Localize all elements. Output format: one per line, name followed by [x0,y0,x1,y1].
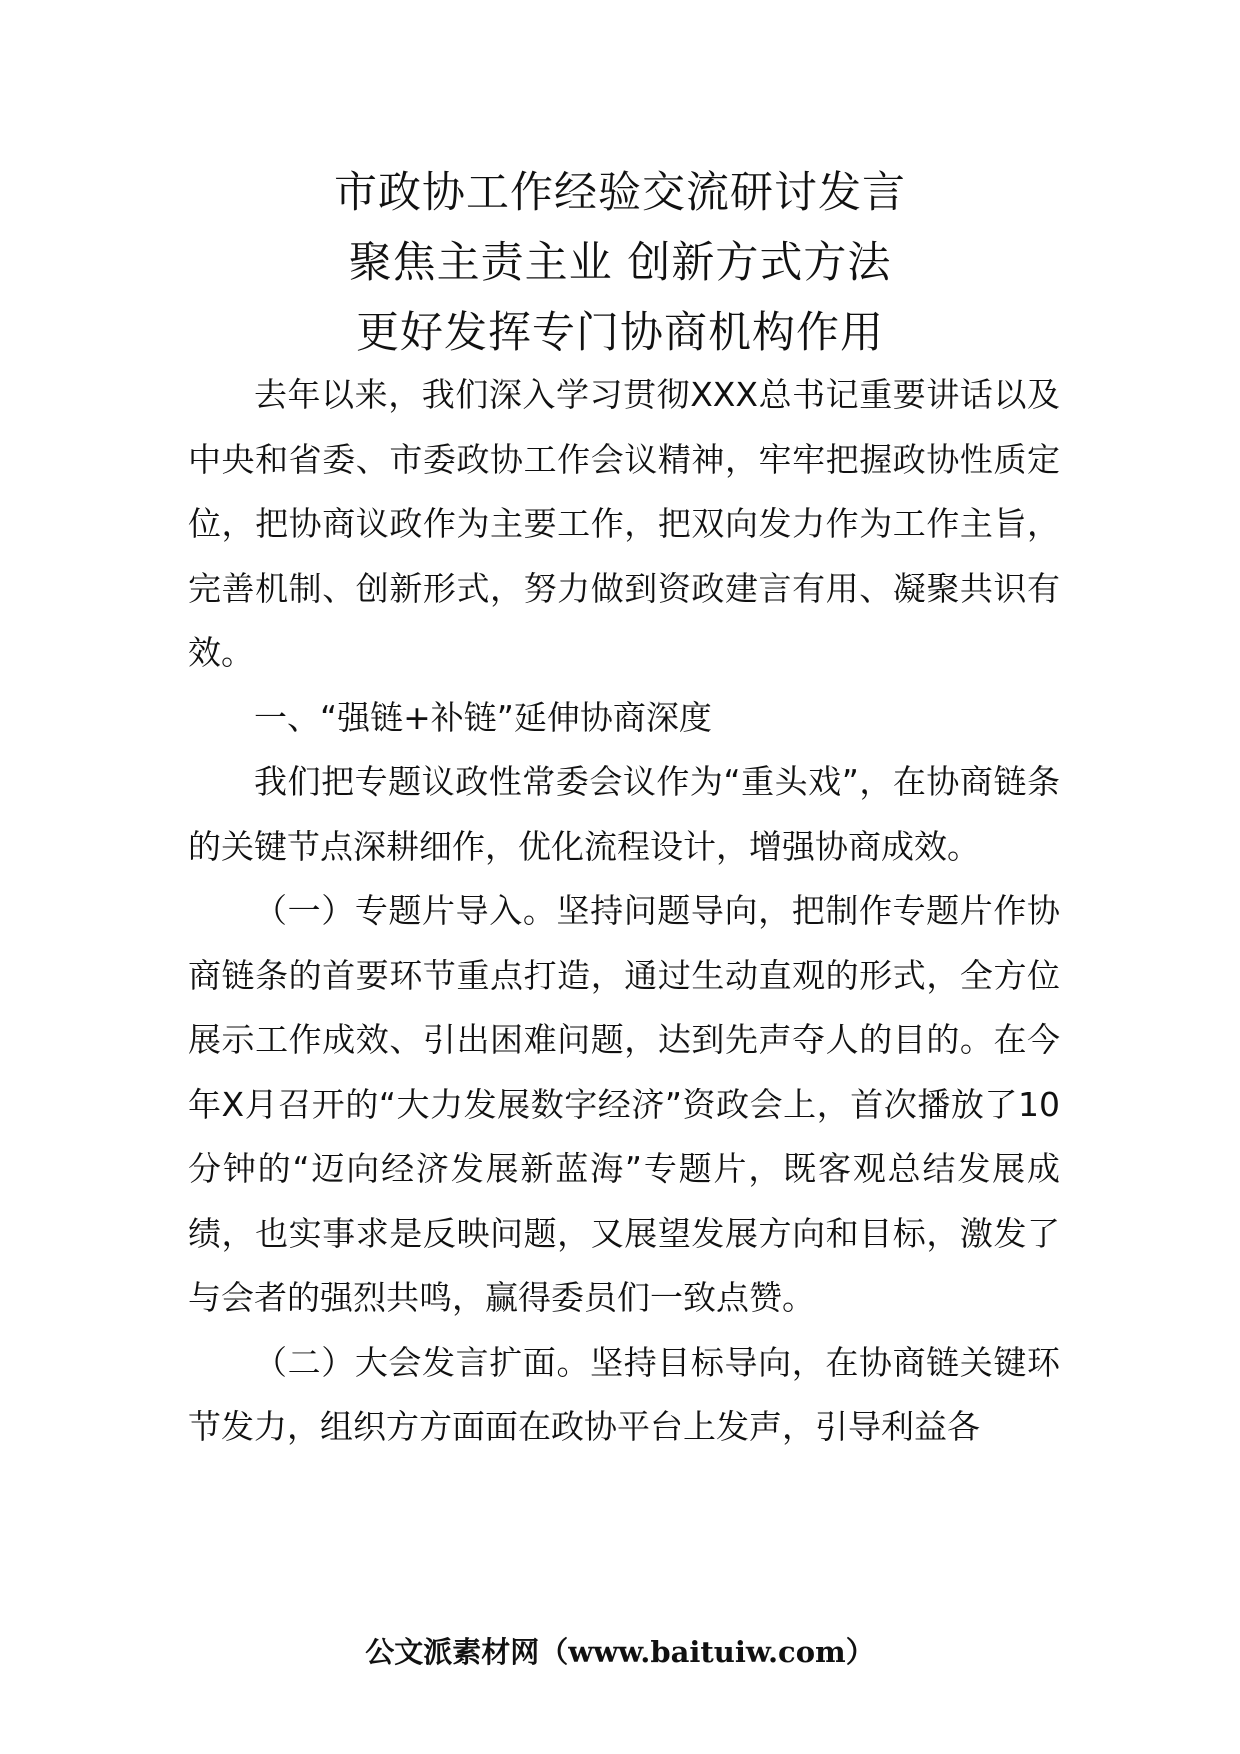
title-line-2: 聚焦主责主业 创新方式方法 [348,238,892,288]
title-line-1: 市政协工作经验交流研讨发言 [334,168,906,218]
watermark-footer: 公文派素材网（www.baituiw.com） [365,1635,875,1669]
section-heading-1: 一、“强链+补链”延伸协商深度 [254,697,712,737]
body-paragraph-section-intro: 我们把专题议政性常委会议作为“重头戏”，在协商链条的关键节点深耕细作，优化流程设计，增强协商成效。 [188,762,1060,866]
body-paragraph-intro: 去年以来，我们深入学习贯彻XXX总书记重要讲话以及中央和省委、市委政协工作会议精神，牢牢把握政协性质定位，把协商议政作为主要工作，把双向发力作为工作主旨，完善机制、创新形式，努力做到资政建言有用、凝聚共识有效。 [188,375,1060,672]
document-body [188,363,1060,1460]
document-title [0,158,1240,368]
title-line-3: 更好发挥专门协商机构作用 [356,308,884,358]
body-paragraph-subsection-2: （二）大会发言扩面。坚持目标导向，在协商链关键环节发力，组织方方面面在政协平台上发声，引导利益各 [188,1342,1060,1446]
body-paragraph-subsection-1: （一）专题片导入。坚持问题导向，把制作专题片作协商链条的首要环节重点打造，通过生动直观的形式，全方位展示工作成效、引出困难问题，达到先声夺人的目的。在今年X月召开的“大力发展数字经济”资政会上，首次播放了10分钟的“迈向经济发展新蓝海”专题片，既客观总结发展成绩，也实事求是反映问题，又展望发展方向和目标，激发了与会者的强烈共鸣，赢得委员们一致点赞。 [188,891,1060,1317]
